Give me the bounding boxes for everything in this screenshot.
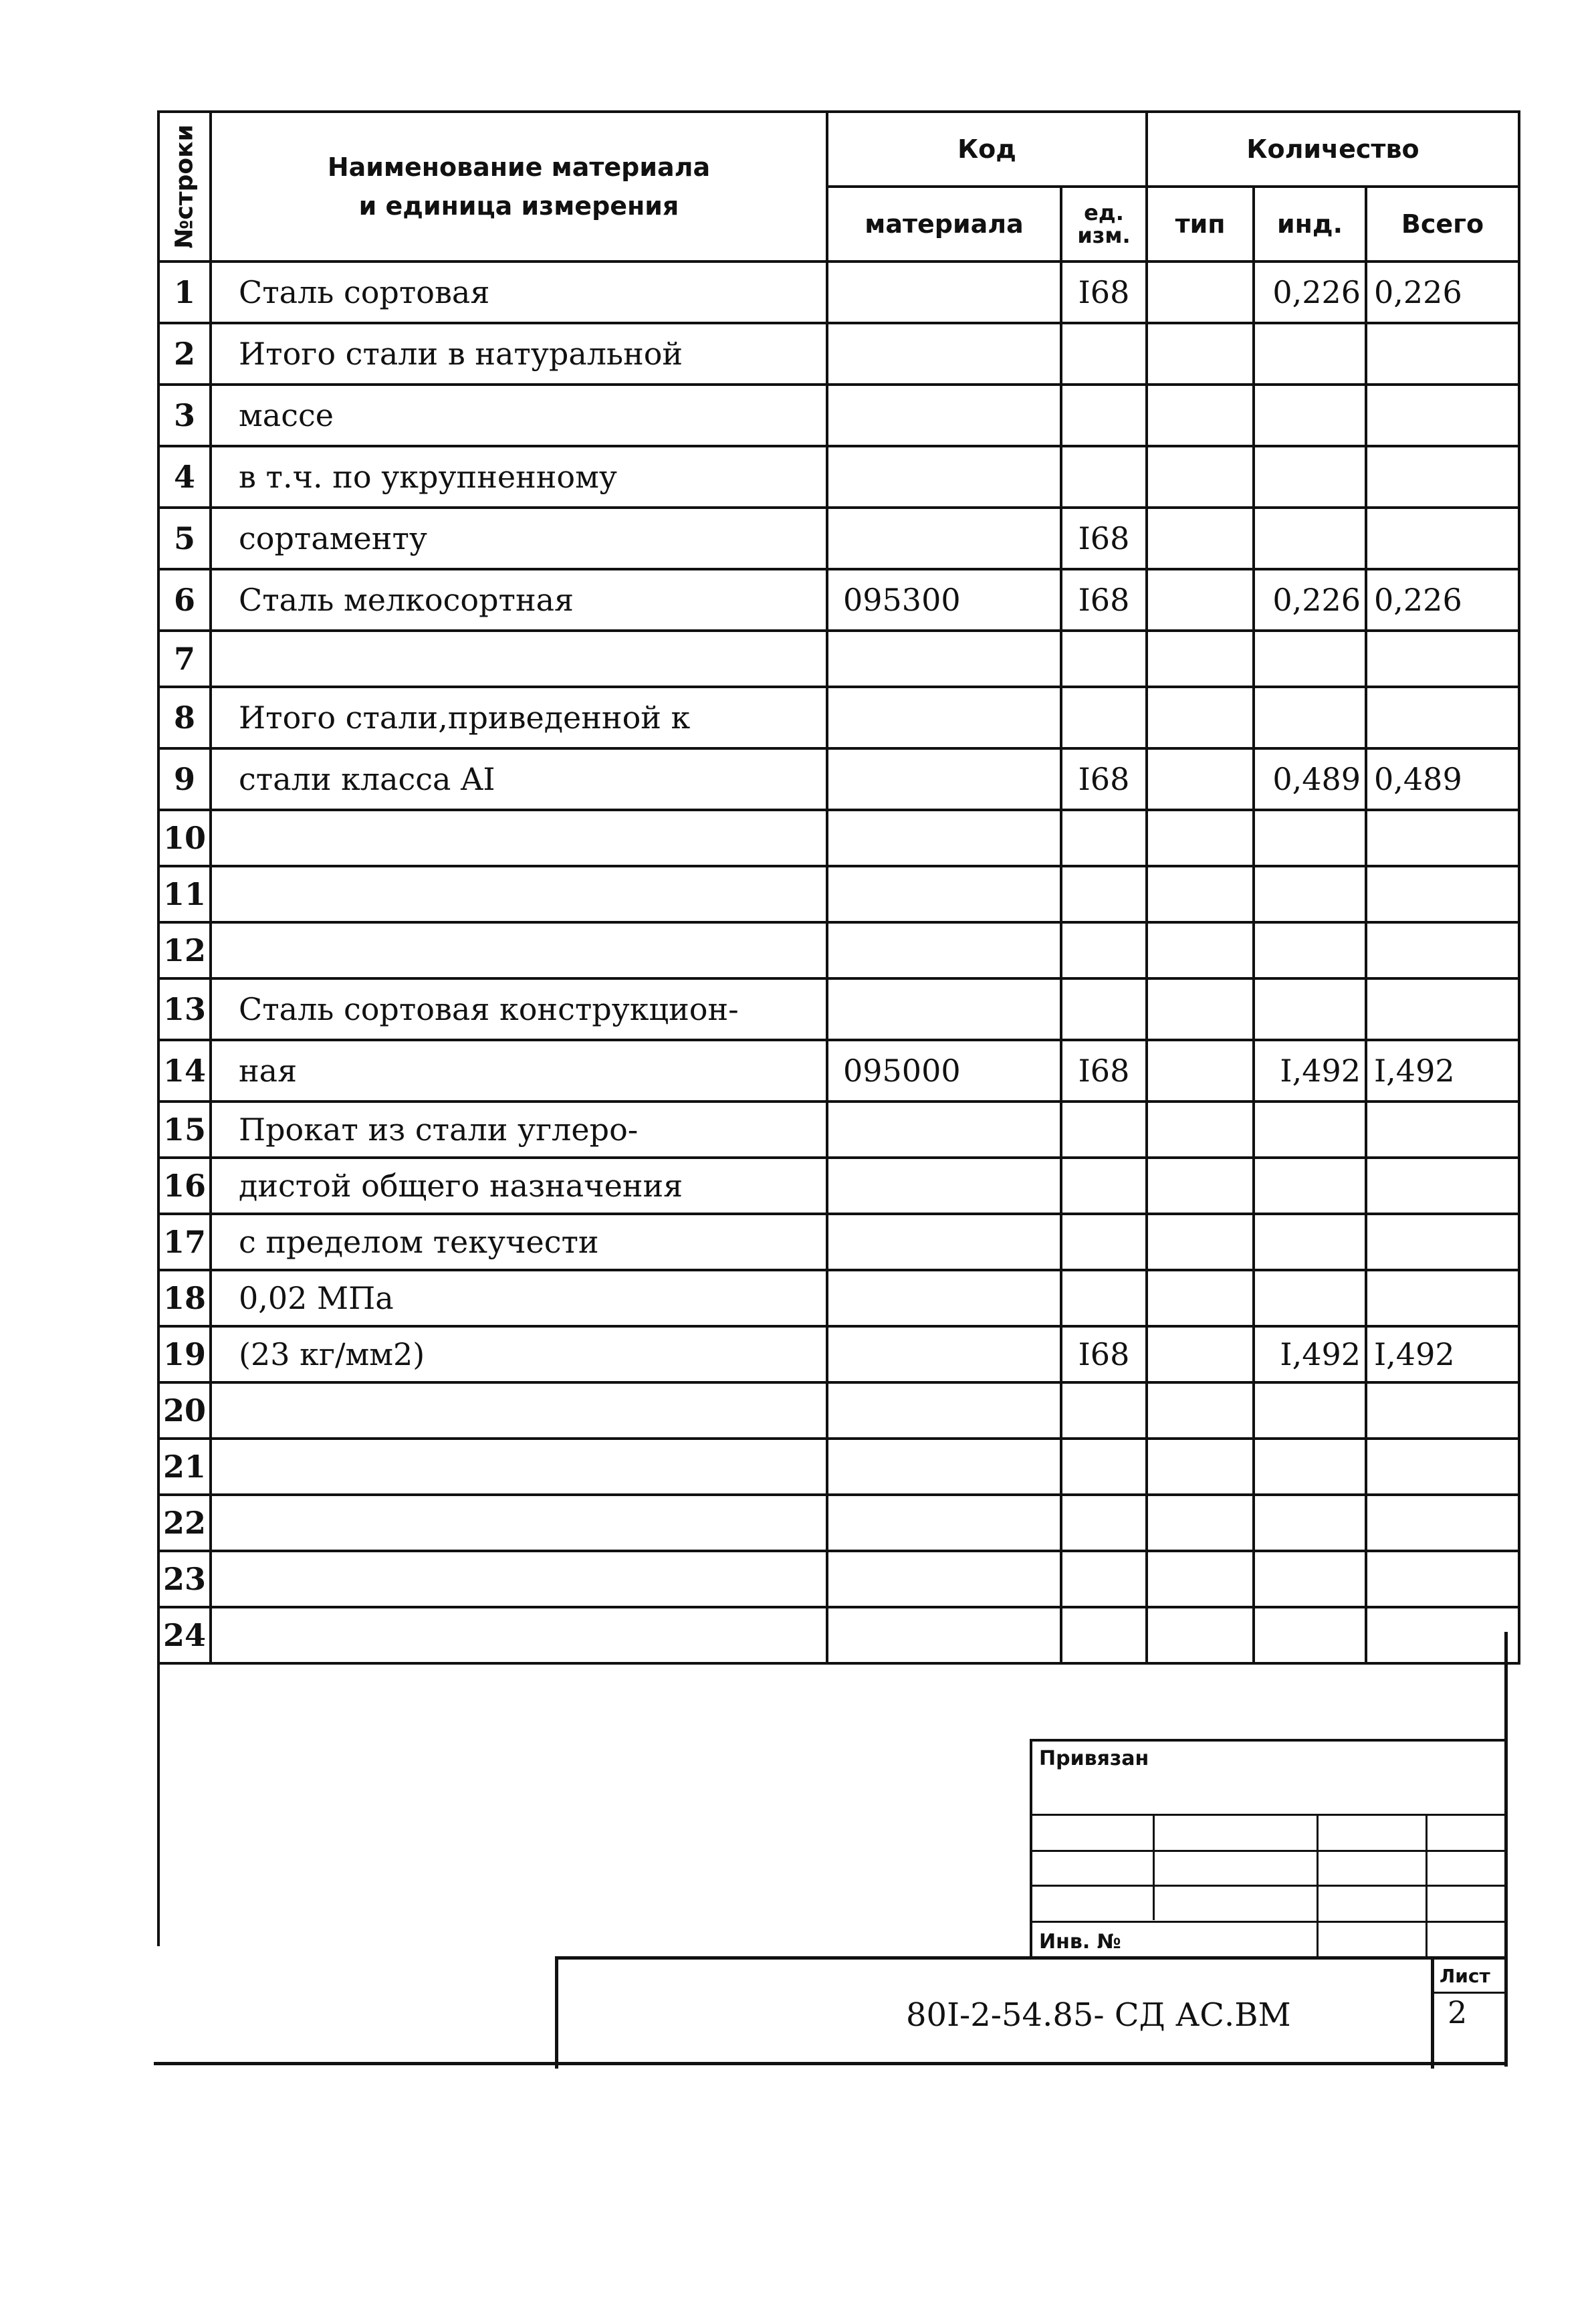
material-code-cell xyxy=(827,385,1061,446)
table-row xyxy=(158,1607,1519,1663)
total-qty-cell xyxy=(1366,1607,1519,1663)
row-number-cell: 17 xyxy=(158,1214,211,1270)
document-code: 80I-2-54.85- СД АС.ВМ xyxy=(906,1996,1291,2034)
total-qty-cell xyxy=(1366,687,1519,748)
individual-qty-cell xyxy=(1254,922,1366,978)
material-name-header xyxy=(211,112,827,261)
total-qty-cell xyxy=(1366,1214,1519,1270)
table-row xyxy=(158,1214,1519,1270)
row-number-cell: 9 xyxy=(158,748,211,810)
individual-qty-cell xyxy=(1254,446,1366,508)
material-name-cell: Итого стали в натуральной xyxy=(211,323,827,385)
material-name-cell: Сталь мелкосортная xyxy=(211,569,827,631)
individual-qty-cell xyxy=(1254,1214,1366,1270)
row-number-cell: 11 xyxy=(158,866,211,922)
type-cell xyxy=(1147,922,1254,978)
quantity-group-header: Количество xyxy=(1147,112,1519,187)
material-name-cell xyxy=(211,810,827,866)
row-number-header xyxy=(158,112,211,261)
material-name-cell xyxy=(211,1439,827,1495)
individual-qty-cell xyxy=(1254,323,1366,385)
type-cell xyxy=(1147,1607,1254,1663)
individual-qty-cell: I,492 xyxy=(1254,1326,1366,1382)
table-row xyxy=(158,1495,1519,1551)
unit-code-cell xyxy=(1061,631,1147,687)
material-code-header: материала xyxy=(827,187,1061,261)
table-row xyxy=(158,978,1519,1040)
unit-code-cell: I68 xyxy=(1061,1326,1147,1382)
material-name-cell: 0,02 МПа xyxy=(211,1270,827,1326)
binding-divider xyxy=(1032,1885,1507,1887)
table-row xyxy=(158,446,1519,508)
total-qty-cell: 0,226 xyxy=(1366,261,1519,323)
type-cell xyxy=(1147,1382,1254,1439)
unit-code-cell xyxy=(1061,1214,1147,1270)
table-row xyxy=(158,1102,1519,1158)
materials-table xyxy=(157,110,1520,1665)
material-code-cell xyxy=(827,1326,1061,1382)
total-header: Всего xyxy=(1366,187,1519,261)
individual-qty-cell xyxy=(1254,1495,1366,1551)
total-qty-cell: 0,226 xyxy=(1366,569,1519,631)
individual-qty-cell xyxy=(1254,687,1366,748)
material-code-cell xyxy=(827,978,1061,1040)
total-qty-cell xyxy=(1366,1495,1519,1551)
total-qty-cell xyxy=(1366,810,1519,866)
unit-code-cell: I68 xyxy=(1061,1040,1147,1102)
individual-qty-cell xyxy=(1254,810,1366,866)
row-number-cell: 1 xyxy=(158,261,211,323)
row-number-cell: 6 xyxy=(158,569,211,631)
unit-code-cell xyxy=(1061,1607,1147,1663)
material-name-cell xyxy=(211,631,827,687)
unit-code-cell xyxy=(1061,866,1147,922)
type-cell xyxy=(1147,631,1254,687)
total-qty-cell xyxy=(1366,866,1519,922)
material-code-cell xyxy=(827,1158,1061,1214)
material-name-cell: Прокат из стали углеро- xyxy=(211,1102,827,1158)
total-qty-cell xyxy=(1366,1439,1519,1495)
material-name-cell: массе xyxy=(211,385,827,446)
material-code-cell xyxy=(827,631,1061,687)
row-number-cell: 2 xyxy=(158,323,211,385)
table-row xyxy=(158,866,1519,922)
table-row xyxy=(158,748,1519,810)
type-cell xyxy=(1147,1495,1254,1551)
table-row xyxy=(158,1326,1519,1382)
material-code-cell xyxy=(827,1439,1061,1495)
sheet-label: Лист xyxy=(1440,1965,1490,1987)
unit-code-cell xyxy=(1061,978,1147,1040)
unit-code-cell: I68 xyxy=(1061,508,1147,569)
material-name-header-line2: и единица измерения xyxy=(358,191,679,221)
row-number-cell: 22 xyxy=(158,1495,211,1551)
type-cell xyxy=(1147,261,1254,323)
row-number-cell: 5 xyxy=(158,508,211,569)
row-number-cell: 23 xyxy=(158,1551,211,1607)
row-number-cell: 10 xyxy=(158,810,211,866)
type-cell xyxy=(1147,810,1254,866)
material-code-cell xyxy=(827,922,1061,978)
table-row xyxy=(158,1158,1519,1214)
type-cell xyxy=(1147,385,1254,446)
material-name-cell: (23 кг/мм2) xyxy=(211,1326,827,1382)
material-name-cell xyxy=(211,922,827,978)
total-qty-cell xyxy=(1366,1270,1519,1326)
row-number-cell: 18 xyxy=(158,1270,211,1326)
row-number-cell: 7 xyxy=(158,631,211,687)
total-qty-cell xyxy=(1366,1382,1519,1439)
individual-qty-cell xyxy=(1254,1270,1366,1326)
unit-code-cell xyxy=(1061,1270,1147,1326)
material-name-cell: ная xyxy=(211,1040,827,1102)
material-code-cell xyxy=(827,508,1061,569)
individual-qty-cell xyxy=(1254,385,1366,446)
total-qty-cell xyxy=(1366,385,1519,446)
unit-code-cell xyxy=(1061,1439,1147,1495)
material-code-cell xyxy=(827,446,1061,508)
row-number-header-text: №строки xyxy=(170,124,199,249)
binding-divider xyxy=(1032,1814,1507,1816)
unit-code-cell: I68 xyxy=(1061,569,1147,631)
sheet-number: 2 xyxy=(1448,1994,1468,2030)
type-cell xyxy=(1147,569,1254,631)
total-qty-cell: I,492 xyxy=(1366,1040,1519,1102)
unit-code-cell xyxy=(1061,810,1147,866)
type-cell xyxy=(1147,1214,1254,1270)
material-code-cell xyxy=(827,261,1061,323)
total-qty-cell xyxy=(1366,922,1519,978)
total-qty-cell xyxy=(1366,323,1519,385)
material-name-cell: Сталь сортовая конструкцион- xyxy=(211,978,827,1040)
table-row xyxy=(158,385,1519,446)
binding-divider xyxy=(1032,1921,1507,1923)
row-number-cell: 3 xyxy=(158,385,211,446)
title-block xyxy=(555,1956,1508,2069)
type-cell xyxy=(1147,1326,1254,1382)
material-code-cell xyxy=(827,323,1061,385)
total-qty-cell xyxy=(1366,1158,1519,1214)
total-qty-cell xyxy=(1366,1551,1519,1607)
unit-code-cell xyxy=(1061,1382,1147,1439)
material-name-cell: Итого стали,приведенной к xyxy=(211,687,827,748)
binding-label: Привязан xyxy=(1039,1747,1149,1770)
material-code-cell xyxy=(827,1382,1061,1439)
individual-qty-cell xyxy=(1254,866,1366,922)
material-code-cell xyxy=(827,810,1061,866)
material-name-header-line1: Наименование материала xyxy=(327,152,711,182)
table-row xyxy=(158,1382,1519,1439)
individual-qty-cell: I,492 xyxy=(1254,1040,1366,1102)
row-number-cell: 13 xyxy=(158,978,211,1040)
table-row xyxy=(158,631,1519,687)
unit-code-cell xyxy=(1061,687,1147,748)
material-code-cell xyxy=(827,687,1061,748)
material-code-cell: 095000 xyxy=(827,1040,1061,1102)
total-qty-cell xyxy=(1366,446,1519,508)
type-cell xyxy=(1147,323,1254,385)
unit-code-cell xyxy=(1061,1158,1147,1214)
material-code-cell xyxy=(827,748,1061,810)
binding-column-divider xyxy=(1426,1814,1428,1959)
total-qty-cell xyxy=(1366,978,1519,1040)
row-number-cell: 24 xyxy=(158,1607,211,1663)
material-name-cell: Сталь сортовая xyxy=(211,261,827,323)
type-cell xyxy=(1147,1102,1254,1158)
type-cell xyxy=(1147,1551,1254,1607)
unit-code-cell: I68 xyxy=(1061,261,1147,323)
type-cell xyxy=(1147,866,1254,922)
unit-code-header: ед. изм. xyxy=(1061,187,1147,261)
table-row xyxy=(158,1040,1519,1102)
material-code-cell xyxy=(827,1102,1061,1158)
material-name-cell xyxy=(211,1382,827,1439)
individual-qty-cell xyxy=(1254,1382,1366,1439)
table-row xyxy=(158,261,1519,323)
frame-left-line xyxy=(157,1632,160,1946)
table-row xyxy=(158,1270,1519,1326)
row-number-cell: 15 xyxy=(158,1102,211,1158)
unit-code-cell xyxy=(1061,922,1147,978)
sheet-divider xyxy=(1434,1992,1508,1994)
type-cell xyxy=(1147,508,1254,569)
row-number-cell: 12 xyxy=(158,922,211,978)
row-number-cell: 20 xyxy=(158,1382,211,1439)
total-qty-cell: 0,489 xyxy=(1366,748,1519,810)
table-row xyxy=(158,1439,1519,1495)
material-name-cell: стали класса AI xyxy=(211,748,827,810)
binding-column-divider xyxy=(1317,1814,1319,1959)
total-qty-cell xyxy=(1366,1102,1519,1158)
unit-code-cell xyxy=(1061,446,1147,508)
material-name-cell: сортаменту xyxy=(211,508,827,569)
unit-code-cell xyxy=(1061,1102,1147,1158)
table-row xyxy=(158,323,1519,385)
table-row xyxy=(158,922,1519,978)
total-qty-cell: I,492 xyxy=(1366,1326,1519,1382)
material-name-cell xyxy=(211,1607,827,1663)
material-name-cell xyxy=(211,1495,827,1551)
row-number-cell: 19 xyxy=(158,1326,211,1382)
individual-qty-cell xyxy=(1254,1607,1366,1663)
binding-block xyxy=(1030,1739,1507,1959)
type-cell xyxy=(1147,1439,1254,1495)
row-number-cell: 16 xyxy=(158,1158,211,1214)
type-cell xyxy=(1147,748,1254,810)
individual-qty-cell xyxy=(1254,508,1366,569)
inventory-number-label: Инв. № xyxy=(1039,1930,1121,1954)
materials-table-body xyxy=(158,261,1519,1663)
type-cell xyxy=(1147,1040,1254,1102)
individual-qty-cell xyxy=(1254,1158,1366,1214)
table-row xyxy=(158,810,1519,866)
material-name-cell: в т.ч. по укрупненному xyxy=(211,446,827,508)
individual-qty-cell xyxy=(1254,631,1366,687)
unit-code-cell xyxy=(1061,1551,1147,1607)
total-qty-cell xyxy=(1366,508,1519,569)
individual-qty-cell: 0,489 xyxy=(1254,748,1366,810)
material-name-cell: с пределом текучести xyxy=(211,1214,827,1270)
unit-code-cell: I68 xyxy=(1061,748,1147,810)
table-row xyxy=(158,687,1519,748)
individual-qty-cell xyxy=(1254,1551,1366,1607)
table-row xyxy=(158,508,1519,569)
type-cell xyxy=(1147,1158,1254,1214)
individual-qty-cell xyxy=(1254,1439,1366,1495)
sheet-column-divider xyxy=(1431,1960,1434,2069)
row-number-cell: 14 xyxy=(158,1040,211,1102)
unit-code-cell xyxy=(1061,385,1147,446)
material-code-cell xyxy=(827,1214,1061,1270)
type-header: тип xyxy=(1147,187,1254,261)
material-name-cell xyxy=(211,866,827,922)
binding-divider xyxy=(1032,1850,1507,1852)
individual-header: инд. xyxy=(1254,187,1366,261)
type-cell xyxy=(1147,1270,1254,1326)
row-number-cell: 4 xyxy=(158,446,211,508)
material-code-cell xyxy=(827,1607,1061,1663)
material-code-cell: 095300 xyxy=(827,569,1061,631)
table-row xyxy=(158,569,1519,631)
material-code-cell xyxy=(827,1495,1061,1551)
table-row xyxy=(158,1551,1519,1607)
material-code-cell xyxy=(827,1551,1061,1607)
individual-qty-cell: 0,226 xyxy=(1254,261,1366,323)
total-qty-cell xyxy=(1366,631,1519,687)
individual-qty-cell: 0,226 xyxy=(1254,569,1366,631)
type-cell xyxy=(1147,446,1254,508)
unit-code-cell xyxy=(1061,1495,1147,1551)
binding-column-divider xyxy=(1153,1814,1155,1920)
individual-qty-cell xyxy=(1254,978,1366,1040)
material-code-cell xyxy=(827,866,1061,922)
type-cell xyxy=(1147,687,1254,748)
material-code-cell xyxy=(827,1270,1061,1326)
code-group-header: Код xyxy=(827,112,1147,187)
material-name-cell: дистой общего назначения xyxy=(211,1158,827,1214)
material-name-cell xyxy=(211,1551,827,1607)
row-number-cell: 21 xyxy=(158,1439,211,1495)
type-cell xyxy=(1147,978,1254,1040)
individual-qty-cell xyxy=(1254,1102,1366,1158)
row-number-cell: 8 xyxy=(158,687,211,748)
unit-code-cell xyxy=(1061,323,1147,385)
